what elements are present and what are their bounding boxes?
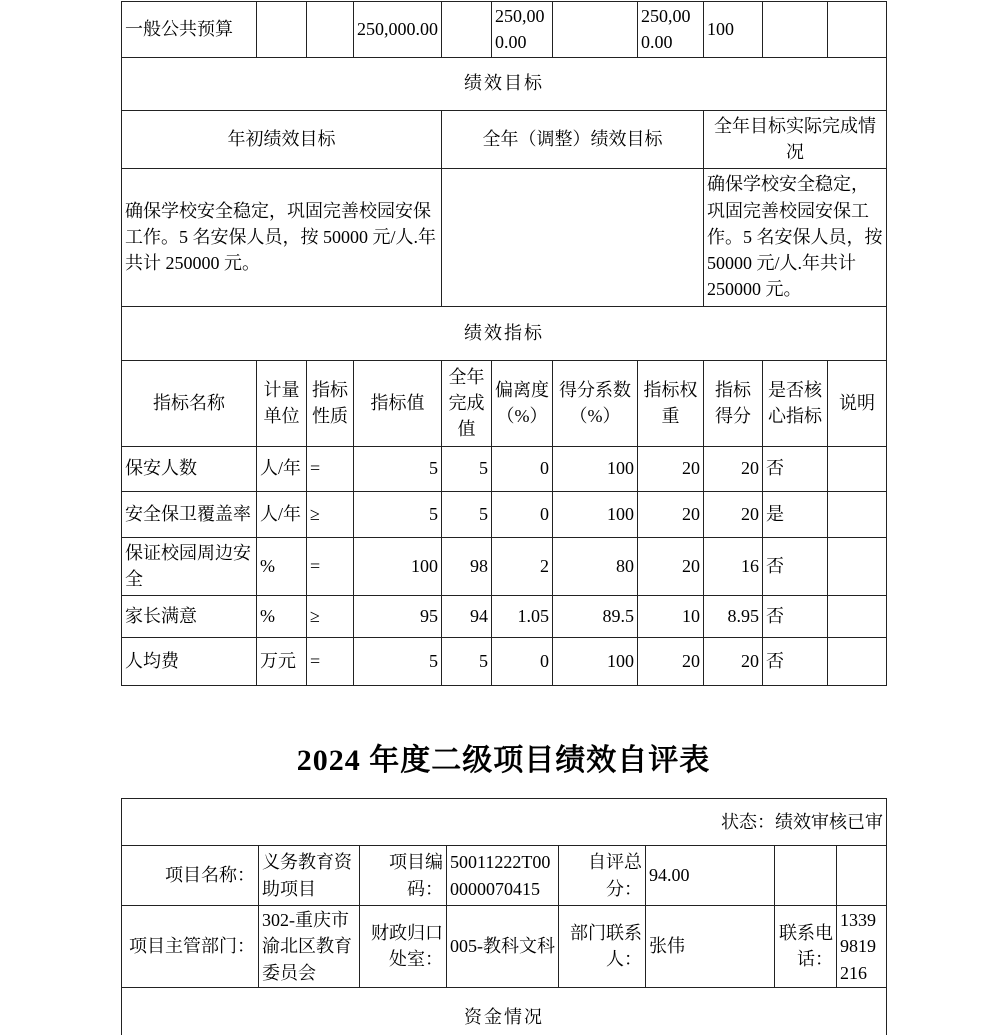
indicator-completed: 5 bbox=[442, 637, 492, 685]
col-header-nature: 指标性质 bbox=[307, 360, 354, 446]
indicator-core: 是 bbox=[763, 491, 828, 537]
project-code-value: 50011222T000000070415 bbox=[447, 846, 559, 906]
indicator-nature: = bbox=[307, 537, 354, 595]
dept-value: 302-重庆市渝北区教育委员会 bbox=[259, 906, 360, 988]
indicator-row bbox=[122, 491, 887, 537]
initial-goal-text: 确保学校安全稳定，巩固完善校园安保工作。5 名安保人员，按 50000 元/人.年共计 250000 元。 bbox=[122, 168, 442, 306]
indicator-score: 16 bbox=[704, 537, 763, 595]
empty-cell bbox=[763, 2, 828, 58]
phone-value: 13399819216 bbox=[837, 906, 887, 988]
empty-cell bbox=[257, 2, 307, 58]
indicator-deviation: 2 bbox=[492, 537, 553, 595]
budget-amount-cell: 250,000.00 bbox=[638, 2, 704, 58]
indicator-remark bbox=[828, 446, 887, 491]
indicator-nature: = bbox=[307, 637, 354, 685]
budget-amount-cell: 250,000.00 bbox=[492, 2, 553, 58]
indicator-score: 20 bbox=[704, 491, 763, 537]
budget-row bbox=[122, 2, 887, 58]
indicator-unit: 万元 bbox=[257, 637, 307, 685]
contact-value: 张伟 bbox=[646, 906, 775, 988]
indicators-header-row bbox=[122, 360, 887, 446]
indicator-score: 20 bbox=[704, 446, 763, 491]
indicator-target: 5 bbox=[354, 491, 442, 537]
col-header-score-coefficient: 得分系数（%） bbox=[553, 360, 638, 446]
performance-table bbox=[121, 1, 887, 686]
indicator-core: 否 bbox=[763, 595, 828, 637]
indicator-unit: % bbox=[257, 595, 307, 637]
col-header-completed-value: 全年完成值 bbox=[442, 360, 492, 446]
indicator-target: 100 bbox=[354, 537, 442, 595]
indicator-coefficient: 80 bbox=[553, 537, 638, 595]
indicator-completed: 94 bbox=[442, 595, 492, 637]
indicator-core: 否 bbox=[763, 446, 828, 491]
indicator-name: 保安人数 bbox=[122, 446, 257, 491]
self-score-value: 94.00 bbox=[646, 846, 775, 906]
indicator-remark bbox=[828, 537, 887, 595]
col-header-deviation: 偏离度（%） bbox=[492, 360, 553, 446]
office-label: 财政归口处室： bbox=[360, 906, 447, 988]
empty-cell bbox=[775, 846, 837, 906]
project-dept-row bbox=[122, 906, 887, 988]
goals-section-row bbox=[122, 57, 887, 110]
indicator-coefficient: 89.5 bbox=[553, 595, 638, 637]
indicator-nature: ≥ bbox=[307, 491, 354, 537]
indicator-deviation: 0 bbox=[492, 446, 553, 491]
budget-rate-cell: 100 bbox=[704, 2, 763, 58]
indicator-weight: 20 bbox=[638, 637, 704, 685]
funding-section-row bbox=[122, 987, 887, 1035]
indicator-deviation: 0 bbox=[492, 637, 553, 685]
indicator-core: 否 bbox=[763, 537, 828, 595]
indicator-weight: 10 bbox=[638, 595, 704, 637]
project-name-value: 义务教育资助项目 bbox=[259, 846, 360, 906]
indicator-remark bbox=[828, 595, 887, 637]
indicator-score: 20 bbox=[704, 637, 763, 685]
indicator-remark bbox=[828, 491, 887, 537]
indicator-completed: 5 bbox=[442, 491, 492, 537]
funding-section-title: 资金情况 bbox=[122, 987, 887, 1035]
indicator-completed: 98 bbox=[442, 537, 492, 595]
empty-cell bbox=[553, 2, 638, 58]
indicator-target: 5 bbox=[354, 637, 442, 685]
indicators-section-row bbox=[122, 306, 887, 360]
indicator-score: 8.95 bbox=[704, 595, 763, 637]
project-name-label: 项目名称： bbox=[122, 846, 259, 906]
indicator-core: 否 bbox=[763, 637, 828, 685]
actual-completion-text: 确保学校安全稳定，巩固完善校园安保工作。5 名安保人员，按 50000 元/人.年共计 250000 元。 bbox=[704, 168, 887, 306]
budget-source-cell: 一般公共预算 bbox=[122, 2, 257, 58]
status-row bbox=[122, 799, 887, 846]
goals-col-actual: 全年目标实际完成情况 bbox=[704, 110, 887, 168]
indicator-target: 5 bbox=[354, 446, 442, 491]
col-header-score: 指标得分 bbox=[704, 360, 763, 446]
goals-content-row bbox=[122, 168, 887, 306]
dept-label: 项目主管部门： bbox=[122, 906, 259, 988]
indicator-name: 安全保卫覆盖率 bbox=[122, 491, 257, 537]
status-text: 状态：绩效审核已审 bbox=[122, 799, 887, 846]
goals-section-title: 绩效目标 bbox=[122, 57, 887, 110]
phone-label: 联系电话： bbox=[775, 906, 837, 988]
col-header-indicator-name: 指标名称 bbox=[122, 360, 257, 446]
empty-cell bbox=[828, 2, 887, 58]
project-info-table bbox=[121, 798, 887, 1035]
col-header-target-value: 指标值 bbox=[354, 360, 442, 446]
project-name-row bbox=[122, 846, 887, 906]
col-header-core: 是否核心指标 bbox=[763, 360, 828, 446]
indicator-weight: 20 bbox=[638, 446, 704, 491]
indicator-deviation: 0 bbox=[492, 491, 553, 537]
indicator-remark bbox=[828, 637, 887, 685]
empty-cell bbox=[307, 2, 354, 58]
indicator-row bbox=[122, 446, 887, 491]
project-code-label: 项目编码： bbox=[360, 846, 447, 906]
office-value: 005-教科文科 bbox=[447, 906, 559, 988]
indicator-name: 人均费 bbox=[122, 637, 257, 685]
indicator-name: 保证校园周边安全 bbox=[122, 537, 257, 595]
indicator-deviation: 1.05 bbox=[492, 595, 553, 637]
col-header-remark: 说明 bbox=[828, 360, 887, 446]
col-header-unit: 计量单位 bbox=[257, 360, 307, 446]
indicator-unit: 人/年 bbox=[257, 446, 307, 491]
indicator-weight: 20 bbox=[638, 491, 704, 537]
indicator-coefficient: 100 bbox=[553, 491, 638, 537]
indicator-nature: = bbox=[307, 446, 354, 491]
page-title: 2024 年度二级项目绩效自评表 bbox=[296, 744, 711, 777]
indicator-unit: % bbox=[257, 537, 307, 595]
indicator-unit: 人/年 bbox=[257, 491, 307, 537]
indicator-row bbox=[122, 537, 887, 595]
goals-header-row bbox=[122, 110, 887, 168]
empty-cell bbox=[442, 2, 492, 58]
indicator-nature: ≥ bbox=[307, 595, 354, 637]
self-score-label: 自评总分： bbox=[559, 846, 646, 906]
goals-col-initial: 年初绩效目标 bbox=[122, 110, 442, 168]
contact-label: 部门联系人： bbox=[559, 906, 646, 988]
indicator-weight: 20 bbox=[638, 537, 704, 595]
col-header-weight: 指标权重 bbox=[638, 360, 704, 446]
indicator-coefficient: 100 bbox=[553, 637, 638, 685]
indicator-target: 95 bbox=[354, 595, 442, 637]
indicator-row bbox=[122, 637, 887, 685]
indicator-name: 家长满意 bbox=[122, 595, 257, 637]
adjusted-goal-text bbox=[442, 168, 704, 306]
indicators-section-title: 绩效指标 bbox=[122, 306, 887, 360]
empty-cell bbox=[837, 846, 887, 906]
indicator-row bbox=[122, 595, 887, 637]
goals-col-adjusted: 全年（调整）绩效目标 bbox=[442, 110, 704, 168]
indicator-coefficient: 100 bbox=[553, 446, 638, 491]
budget-amount-cell: 250,000.00 bbox=[354, 2, 442, 58]
indicator-completed: 5 bbox=[442, 446, 492, 491]
